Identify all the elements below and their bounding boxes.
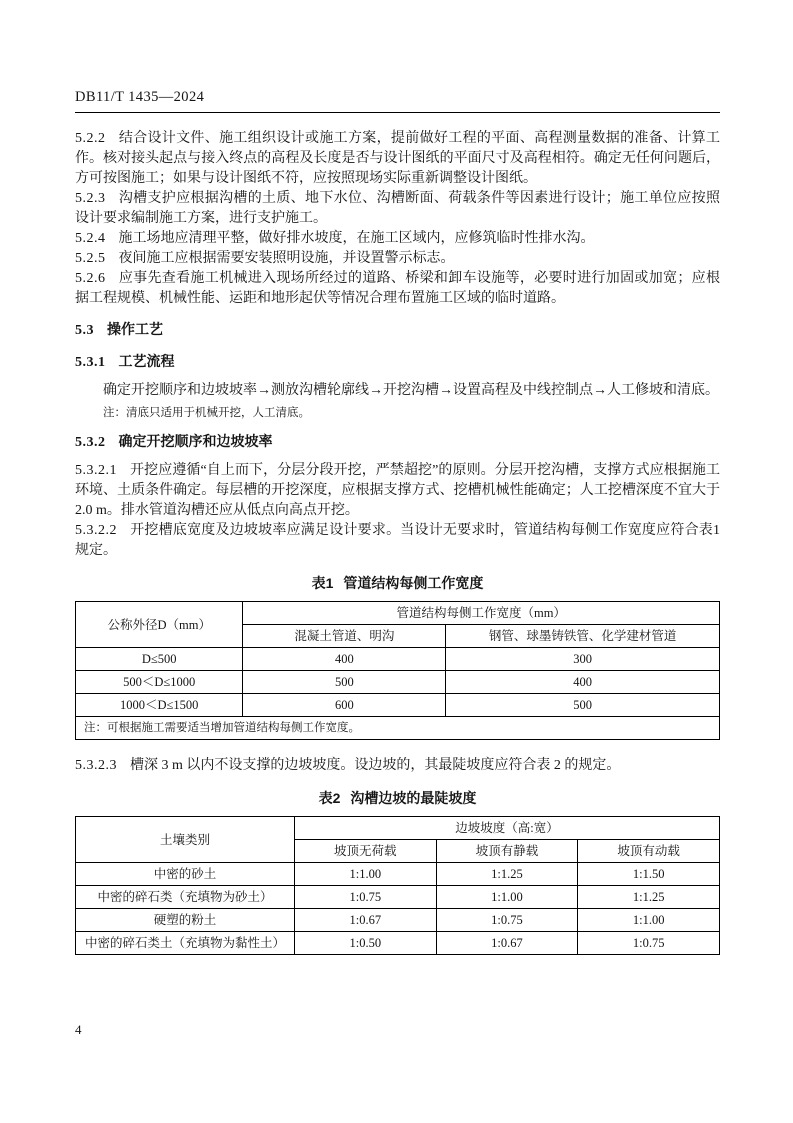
table-2-title xyxy=(75,788,720,808)
clause-number: 5.3.2.2 xyxy=(75,523,117,538)
section-title: 确定开挖顺序和边坡坡率 xyxy=(118,433,273,449)
clause-number: 5.2.3 xyxy=(75,191,106,206)
table-cell: 1:1.50 xyxy=(578,863,720,886)
header-rule xyxy=(75,112,720,113)
table-cell: 硬塑的粉土 xyxy=(76,909,295,932)
table-cell: 400 xyxy=(243,648,446,671)
clause-5-2-4 xyxy=(75,229,720,249)
table-cell: 1:0.75 xyxy=(436,909,578,932)
clause-number: 5.3.2.1 xyxy=(75,463,117,478)
table-cell: 1:0.67 xyxy=(436,932,578,955)
clause-5-2-5 xyxy=(75,249,720,269)
table-1-header-row xyxy=(76,602,720,625)
clause-number: 5.2.6 xyxy=(75,271,106,286)
clause-number: 5.2.4 xyxy=(75,231,106,246)
table-row xyxy=(76,694,720,717)
section-heading-5-3-1 xyxy=(75,351,720,373)
table-1-caption: 管道结构每侧工作宽度 xyxy=(343,575,484,591)
page-number: 4 xyxy=(75,1022,82,1037)
clause-number: 5.3.2.3 xyxy=(75,758,117,773)
clause-text: 槽深 3 m 以内不设支撑的边坡坡度。设边坡的，其最陡坡度应符合表 2 的规定。 xyxy=(130,758,621,773)
section-heading-5-3 xyxy=(75,319,720,341)
section-number: 5.3.1 xyxy=(75,355,106,370)
table-cell: 500 xyxy=(446,694,720,717)
table-2-subheader: 坡顶有静载 xyxy=(436,840,578,863)
table-cell: 1:0.75 xyxy=(294,886,436,909)
table-2-caption: 沟槽边坡的最陡坡度 xyxy=(350,790,477,806)
section-title: 操作工艺 xyxy=(107,321,163,337)
clause-5-2-6 xyxy=(75,269,720,309)
table-cell: 中密的砂土 xyxy=(76,863,295,886)
table-cell: 1:1.25 xyxy=(436,863,578,886)
table-2 xyxy=(75,816,720,955)
table-row xyxy=(76,886,720,909)
table-cell: 1:1.00 xyxy=(436,886,578,909)
table-1-note: 注：可根据施工需要适当增加管道结构每侧工作宽度。 xyxy=(76,717,720,740)
clause-5-2-3 xyxy=(75,189,720,229)
table-cell: 1:0.75 xyxy=(578,932,720,955)
table-row xyxy=(76,909,720,932)
table-cell: D≤500 xyxy=(76,648,243,671)
clause-text: 施工场地应清理平整，做好排水坡度，在施工区域内，应修筑临时性排水沟。 xyxy=(118,231,595,246)
clause-5-3-2-3 xyxy=(75,756,720,776)
section-number: 5.3 xyxy=(75,323,94,338)
process-flow-note: 注：清底只适用于机械开挖，人工清底。 xyxy=(103,407,310,419)
table-cell: 中密的碎石类（充填物为砂土） xyxy=(76,886,295,909)
table-row xyxy=(76,932,720,955)
table-cell: 500 xyxy=(243,671,446,694)
clause-5-3-2-2 xyxy=(75,521,720,561)
table-cell: 1:1.25 xyxy=(578,886,720,909)
clause-text: 结合设计文件、施工组织设计或施工方案，提前做好工程的平面、高程测量数据的准备、计算工作。核对接头起点与接入终点的高程及长度是否与设计图纸的平面尺寸及高程相符。确定无任何问题后，方可按图施工；如果与设计图纸不符，应按照现场实际重新调整设计图纸。 xyxy=(75,131,720,186)
table-1-subheader: 混凝土管道、明沟 xyxy=(243,625,446,648)
table-1-title xyxy=(75,573,720,593)
table-2-header-row xyxy=(76,817,720,840)
clause-text: 夜间施工应根据需要安装照明设施，并设置警示标志。 xyxy=(118,251,455,266)
table-cell: 1:0.67 xyxy=(294,909,436,932)
section-number: 5.3.2 xyxy=(75,435,106,450)
table-2-label: 表2 xyxy=(318,790,341,806)
table-2-group-header: 边坡坡度（高:宽） xyxy=(294,817,719,840)
table-2-subheader: 坡顶有动载 xyxy=(578,840,720,863)
page-footer xyxy=(75,1022,82,1038)
table-1-subheader: 钢管、球墨铸铁管、化学建材管道 xyxy=(446,625,720,648)
doc-number: DB11/T 1435—2024 xyxy=(75,89,205,105)
table-2-subheader: 坡顶无荷载 xyxy=(294,840,436,863)
clause-5-3-2-1 xyxy=(75,461,720,521)
table-cell: 1000＜D≤1500 xyxy=(76,694,243,717)
clause-text: 沟槽支护应根据沟槽的土质、地下水位、沟槽断面、荷载条件等因素进行设计；施工单位应按照设计要求编制施工方案，进行支护施工。 xyxy=(75,191,720,226)
clause-text: 应事先查看施工机械进入现场所经过的道路、桥梁和卸车设施等，必要时进行加固或加宽；应根据工程规模、机械性能、运距和地形起伏等情况合理布置施工区域的临时道路。 xyxy=(75,271,720,306)
clause-number: 5.2.5 xyxy=(75,251,106,266)
table-1-label: 表1 xyxy=(311,575,334,591)
table-1 xyxy=(75,601,720,740)
table-cell: 500＜D≤1000 xyxy=(76,671,243,694)
table-cell: 中密的碎石类土（充填物为黏性土） xyxy=(76,932,295,955)
table-1-col-header: 公称外径D（mm） xyxy=(76,602,243,648)
page-header xyxy=(75,88,720,106)
table-cell: 1:0.50 xyxy=(294,932,436,955)
section-title: 工艺流程 xyxy=(118,353,175,369)
table-cell: 1:1.00 xyxy=(578,909,720,932)
table-row xyxy=(76,671,720,694)
section-heading-5-3-2 xyxy=(75,431,720,453)
table-cell: 400 xyxy=(446,671,720,694)
table-cell: 300 xyxy=(446,648,720,671)
table-row xyxy=(76,648,720,671)
table-cell: 600 xyxy=(243,694,446,717)
clause-5-2-2 xyxy=(75,129,720,189)
table-row xyxy=(76,863,720,886)
table-cell: 1:1.00 xyxy=(294,863,436,886)
table-1-note-row xyxy=(76,717,720,740)
table-2-col-header: 土壤类别 xyxy=(76,817,295,863)
clause-text: 开挖应遵循“自上而下，分层分段开挖，严禁超挖”的原则。分层开挖沟槽，支撑方式应根据施工环境、土质条件确定。每层槽的开挖深度，应根据支撑方式、挖槽机械性能确定；人工挖槽深度不宜大于 2.0 m。排水管道沟槽还应从低点向高点开挖。 xyxy=(75,463,720,518)
document-body xyxy=(75,129,720,955)
clause-number: 5.2.2 xyxy=(75,131,106,146)
process-flow-text: 确定开挖顺序和边坡坡率→测放沟槽轮廓线→开挖沟槽→设置高程及中线控制点→人工修坡和清底。 xyxy=(103,383,719,398)
clause-text: 开挖槽底宽度及边坡坡率应满足设计要求。当设计无要求时，管道结构每侧工作宽度应符合表1规定。 xyxy=(75,523,720,558)
table-1-group-header: 管道结构每侧工作宽度（mm） xyxy=(243,602,720,625)
